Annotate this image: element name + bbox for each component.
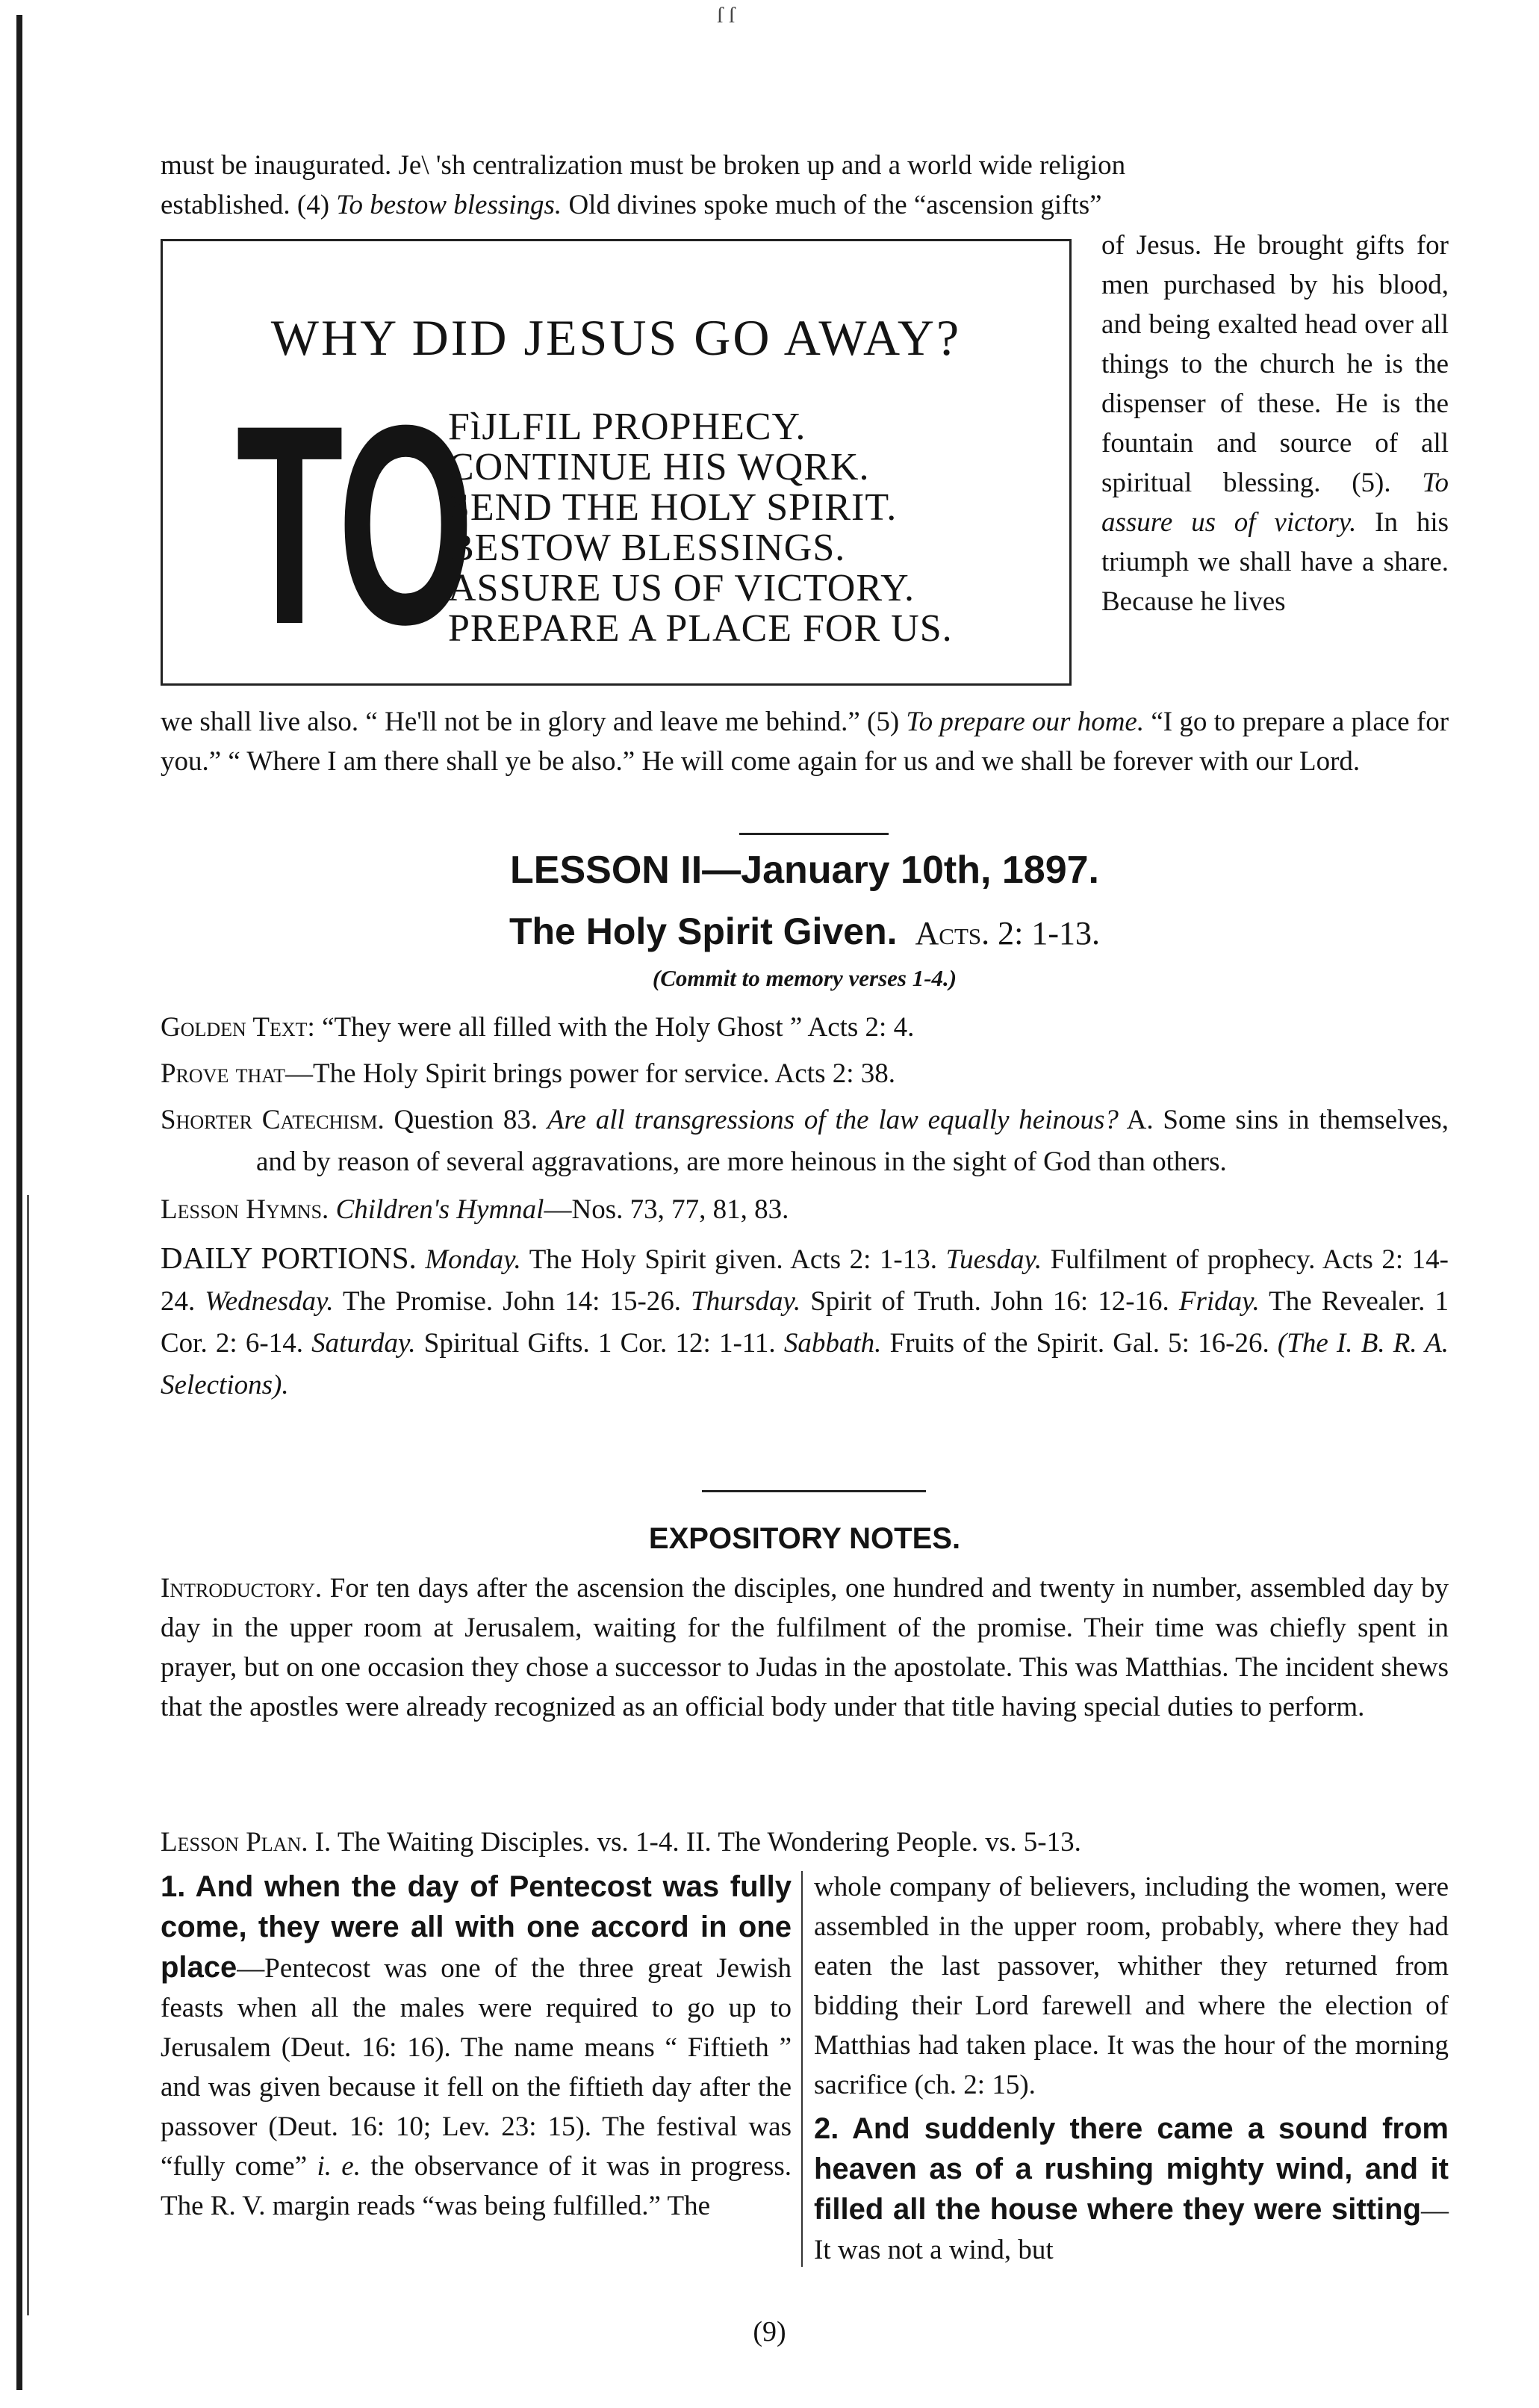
- notes-heading: EXPOSITORY NOTES.: [648, 1522, 961, 1555]
- column-divider: [801, 1871, 803, 2267]
- lesson-hymns: Lesson Hymns. Children's Hymnal—Nos. 73, 77, 81, 83.: [161, 1194, 789, 1225]
- box-item: SEND THE HOLY SPIRIT.: [448, 486, 898, 529]
- lesson-heading: LESSON II—January 10th, 1897.: [510, 848, 1099, 892]
- box-item: CONTINUE HIS WQRK.: [448, 446, 870, 488]
- lesson-fields: [161, 1007, 1449, 1406]
- box-title: WHY DID JESUS GO AWAY?: [270, 309, 962, 366]
- lesson-title: The Holy Spirit Given.: [509, 910, 898, 952]
- lesson-plan: Lesson Plan. I. The Waiting Disciples. vs. 1-4. II. The Wondering People. vs. 5-13.: [161, 1827, 1081, 1858]
- notes-introductory: Introductory. For ten days after the ascension the disciples, one hundred and twenty in number, assembled day by day in the upper room at Jerusalem, waiting for the fulfilment of the promise. Their time was chiefly spent in prayer, but on one occasion they chose a successor to Judas in the apostolate. This was Matthias. The incident shews that the apostles were already recognized as an official body under that title having special duties to perform.: [161, 1573, 1449, 1722]
- lesson-title-line: [161, 905, 1449, 967]
- intro-paragraph: [161, 146, 1449, 225]
- notes-left-column: 1. And when the day of Pentecost was fully come, they were all with one accord in one place—Pentecost was one of the three great Jewish feasts when all the males were required to go up to Jerusalem (Deut. 16: 16). The name means “ Fiftieth ” and was given because it fell on the fiftieth day after the passover (Deut. 16: 10; Lev. 23: 15). The festival was “fully come” i. e. the observance of it was in progress. The R. V. margin reads “was being fulfilled.” The: [161, 1870, 792, 2221]
- commit-note: (Commit to memory verses 1-4.): [652, 965, 957, 991]
- box-item: FìJLFIL PROPHECY.: [448, 406, 806, 448]
- after-box-paragraph: we shall live also. “ He'll not be in glory and leave me behind.” (5) To prepare our home. “I go to prepare a place for you.” “ Where I am there shall ye be also.” He will come again for us and we shall be forever with our Lord.: [161, 707, 1449, 777]
- why-did-jesus-box: [161, 239, 1072, 686]
- book-spine-edge: [16, 15, 22, 2390]
- box-item: BESTOW BLESSINGS.: [448, 527, 846, 569]
- prove-that: Prove that—The Holy Spirit brings power for service. Acts 2: 38.: [161, 1058, 895, 1089]
- intro-line-2: established. (4) To bestow blessings. Old divines spoke much of the “ascension gifts”: [161, 190, 1102, 220]
- daily-portions: DAILY PORTIONS. Monday. The Holy Spirit given. Acts 2: 1-13. Tuesday. Fulfilment of prophecy. Acts 2: 14-24. Wednesday. The Promise. John 14: 15-26. Thursday. Spirit of Truth. John 16: 12-16. Friday. The Revealer. 1 Cor. 2: 6-14. Saturday. Spiritual Gifts. 1 Cor. 12: 1-11. Sabbath. Fruits of the Spirit. Gal. 5: 16-26. (The I. B. R. A. Selections).: [161, 1241, 1449, 1400]
- page-top-mark: ſ ſ: [717, 3, 736, 28]
- box-big-letters: TO: [236, 366, 472, 683]
- divider-rule: [702, 1490, 926, 1492]
- notes-right-column: whole company of believers, including the women, were assembled in the upper room, probably, where they had eaten the last passover, whither they returned from bidding their Lord farewell and where the election of Matthias had taken place. It was the hour of the morning sacrifice (ch. 2: 15). 2. And suddenly there came a sound from heaven as of a rushing mighty wind, and it filled all the house where they were sitting—It was not a wind, but: [814, 1872, 1449, 2265]
- shorter-catechism: Shorter Catechism. Question 83. Are all transgressions of the law equally heinous? A. Some sins in themselves, and by reason of several aggravations, are more heinous in the sight of God than others.: [161, 1105, 1449, 1177]
- box-item: ASSURE US OF VICTORY.: [448, 567, 915, 609]
- box-item: PREPARE A PLACE FOR US.: [448, 607, 953, 650]
- golden-text: Golden Text: “They were all filled with the Holy Ghost ” Acts 2: 4.: [161, 1012, 915, 1043]
- intro-line-1: must be inaugurated. Je\ 'sh centralization must be broken up and a world wide religion: [161, 150, 1126, 181]
- page-number: (9): [753, 2316, 786, 2348]
- side-text: of Jesus. He brought gifts for men purchased by his blood, and being exalted head over all things to the church he is the dispenser of these. He is the fountain and source of all spiritual blessing. (5). To assure us of victory. In his triumph we shall have a share. Because he lives: [1101, 230, 1449, 617]
- box-list: [448, 407, 953, 649]
- divider-rule: [739, 833, 889, 835]
- lesson-reference: Acts. 2: 1-13.: [915, 915, 1101, 952]
- book-spine-shadow: [27, 1195, 29, 2315]
